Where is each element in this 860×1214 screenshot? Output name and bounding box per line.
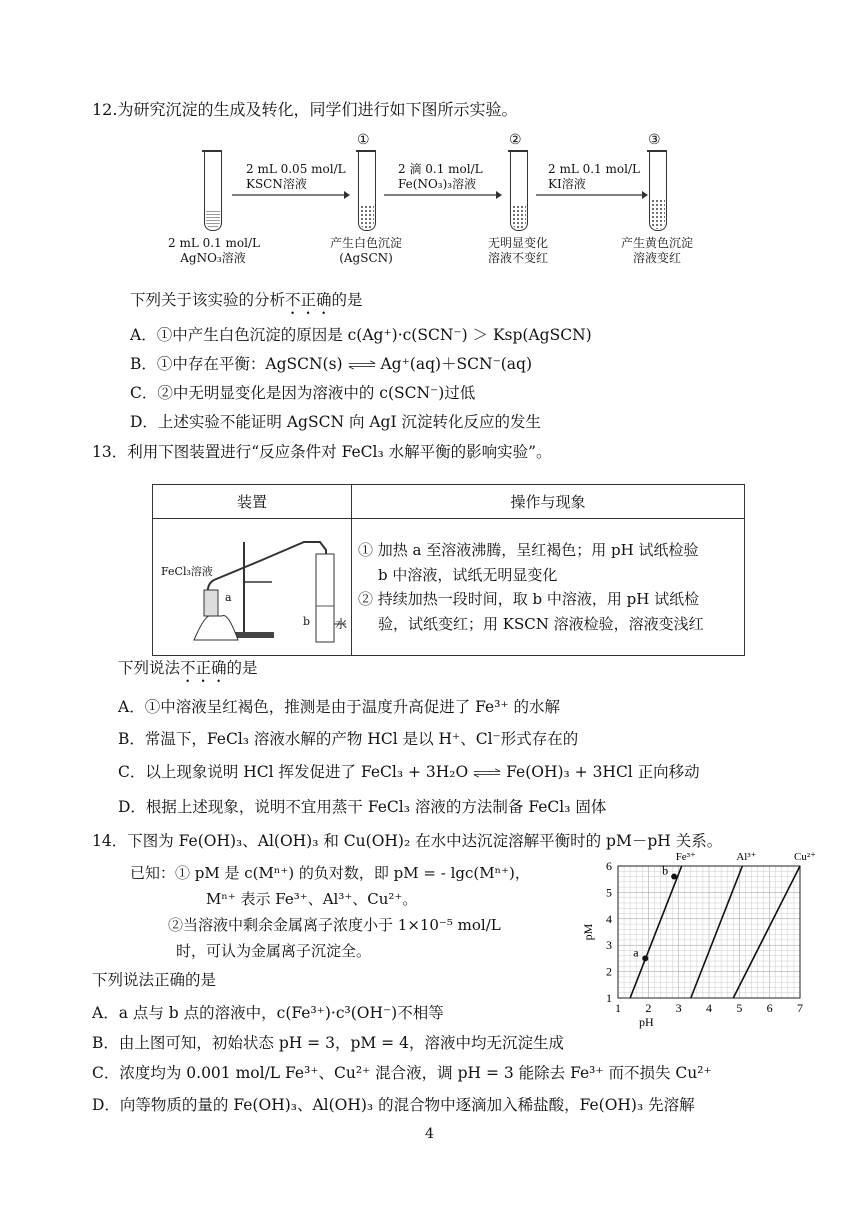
q14-option-a: A．a 点与 b 点的溶液中，c(Fe³⁺)·c³(OH⁻)不相等: [92, 1004, 444, 1022]
q14-option-b: B．由上图可知，初始状态 pH = 3，pM = 4，溶液中均无沉淀生成: [92, 1034, 564, 1052]
tube-0: [204, 150, 222, 231]
label-b: b: [303, 615, 311, 628]
x-tick-label: 6: [766, 1001, 773, 1015]
table-header-operation: 操作与现象: [352, 485, 745, 519]
q12-question: 下列关于该实验的分析不正确的是: [130, 291, 363, 309]
tube-3: [649, 150, 667, 231]
y-axis-label: pM: [581, 923, 595, 941]
series-line-1: [630, 863, 682, 998]
label-a: a: [225, 591, 232, 604]
x-axis-label: pH: [639, 1015, 654, 1029]
x-tick-label: 7: [797, 1001, 803, 1015]
q13-option-c: C．以上现象说明 HCl 挥发促进了 FeCl₃ + 3H₂O Fe(OH)₃ + 3HCl 正向移动: [118, 763, 700, 781]
tube0-caption: 2 mL 0.1 mol/L AgNO₃溶液: [168, 236, 260, 265]
op2-line1: ② 持续加热一段时间，取 b 中溶液，用 pH 试纸检: [358, 590, 700, 608]
y-tick-label: 3: [606, 938, 612, 953]
operations-cell: [352, 519, 745, 656]
tube2-number: ②: [509, 132, 522, 148]
q14-known2-line1: ②当溶液中剩余金属离子浓度小于 1×10⁻⁵ mol/L: [168, 916, 501, 934]
q12-option-d: D．上述实验不能证明 AgSCN 向 AgI 沉淀转化反应的发生: [130, 413, 542, 431]
x-tick-label: 3: [675, 1001, 682, 1015]
q14-option-c: C．浓度均为 0.001 mol/L Fe³⁺、Cu²⁺ 混合液，调 pH = 3 能除去 Fe³⁺ 而不损失 Cu²⁺: [92, 1064, 712, 1082]
equilibrium-arrow-icon: [348, 360, 376, 370]
equilibrium-arrow-icon: [473, 768, 501, 778]
point-label-b: b: [662, 863, 669, 878]
q13-option-a: A．①中溶液呈红褐色，推测是由于温度升高促进了 Fe³⁺ 的水解: [118, 698, 561, 716]
arrow-3: [536, 190, 648, 200]
q14-known1-line1: 已知：① pM 是 c(Mⁿ⁺) 的负对数，即 pM = - lgc(Mⁿ⁺)，: [130, 864, 530, 882]
page-number: 4: [425, 1126, 434, 1142]
x-tick-label: 1: [615, 1001, 621, 1015]
arrow-1: [232, 190, 350, 200]
step3-reagent: 2 mL 0.1 mol/L KI溶液: [548, 162, 640, 191]
q13-option-d: D．根据上述现象，说明不宜用蒸干 FeCl₃ 溶液的方法制备 FeCl₃ 固体: [118, 798, 607, 816]
step1-reagent: 2 mL 0.05 mol/L KSCN溶液: [246, 162, 346, 191]
q12-stem: 12.为研究沉淀的生成及转化，同学们进行如下图所示实验。: [92, 100, 518, 119]
series-line-3: [733, 866, 800, 998]
tube3-number: ③: [648, 132, 661, 148]
table-header-apparatus: 装置: [153, 485, 352, 519]
q14-option-d: D．向等物质的量的 Fe(OH)₃、Al(OH)₃ 的混合物中逐滴加入稀盐酸，Fe(OH)₃ 先溶解: [92, 1096, 695, 1114]
q13-question: 下列说法不正确的是: [118, 659, 258, 677]
x-tick-label: 2: [645, 1001, 652, 1015]
y-tick-label: 1: [606, 991, 612, 1005]
arrow-2: [384, 190, 502, 200]
point-label-a: a: [633, 945, 639, 960]
y-tick-label: 2: [606, 964, 612, 979]
x-tick-label: 4: [706, 1001, 712, 1015]
q13-table: [152, 484, 745, 656]
op2-line2: 验，试纸变红；用 KSCN 溶液检验，溶液变浅红: [378, 614, 704, 633]
q13-stem: 13．利用下图装置进行“反应条件对 FeCl₃ 水解平衡的影响实验”。: [92, 443, 552, 461]
tube-2: [510, 150, 528, 231]
apparatus-cell: [153, 519, 352, 656]
pm-ph-chart: [578, 846, 818, 1036]
q12-option-b: B．①中存在平衡：AgSCN(s) Ag⁺(aq)＋SCN⁻(aq): [130, 355, 533, 373]
label-water: 水: [335, 617, 348, 631]
op1-line2: b 中溶液，试纸无明显变化: [378, 565, 558, 584]
q14-known1-line2: Mⁿ⁺ 表示 Fe³⁺、Al³⁺、Cu²⁺。: [206, 890, 418, 908]
tube-1: [358, 150, 376, 231]
tube1-number: ①: [357, 132, 370, 148]
step2-reagent: 2 滴 0.1 mol/L Fe(NO₃)₃溶液: [398, 162, 483, 191]
q14-known2-line2: 时，可认为金属离子沉淀全。: [176, 942, 372, 960]
q14-question: 下列说法正确的是: [92, 971, 217, 989]
point-b: [671, 874, 677, 880]
y-tick-label: 5: [606, 885, 612, 900]
tube1-caption: 产生白色沉淀 (AgSCN): [329, 236, 402, 265]
series-label-2: Al³⁺: [736, 851, 757, 863]
point-a: [642, 955, 648, 961]
y-tick-label: 4: [606, 911, 612, 926]
label-fecl3: FeCl₃溶液: [161, 565, 213, 578]
series-line-2: [691, 866, 743, 998]
series-label-3: Cu²⁺: [794, 851, 816, 863]
q12-option-c: C．②中无明显变化是因为溶液中的 c(SCN⁻)过低: [130, 384, 476, 402]
x-tick-label: 5: [736, 1001, 743, 1015]
series-label-1: Fe³⁺: [675, 851, 696, 863]
apparatus-diagram: [154, 520, 350, 654]
q12-option-a: A．①中产生白色沉淀的原因是 c(Ag⁺)·c(SCN⁻) ＞ Ksp(AgSCN): [130, 326, 592, 344]
op1-line1: ① 加热 a 至溶液沸腾，呈红褐色；用 pH 试纸检验: [358, 541, 699, 559]
q12-figure: [160, 132, 720, 277]
q13-option-b: B．常温下，FeCl₃ 溶液水解的产物 HCl 是以 H⁺、Cl⁻形式存在的: [118, 730, 579, 748]
tube3-caption: 产生黄色沉淀 溶液变红: [620, 236, 693, 265]
y-tick-label: 6: [606, 859, 612, 873]
q14-stem: 14．下图为 Fe(OH)₃、Al(OH)₃ 和 Cu(OH)₂ 在水中达沉淀溶解平衡时的 pM－pH 关系。: [92, 832, 723, 850]
tube2-caption: 无明显变化 溶液不变红: [487, 236, 548, 265]
